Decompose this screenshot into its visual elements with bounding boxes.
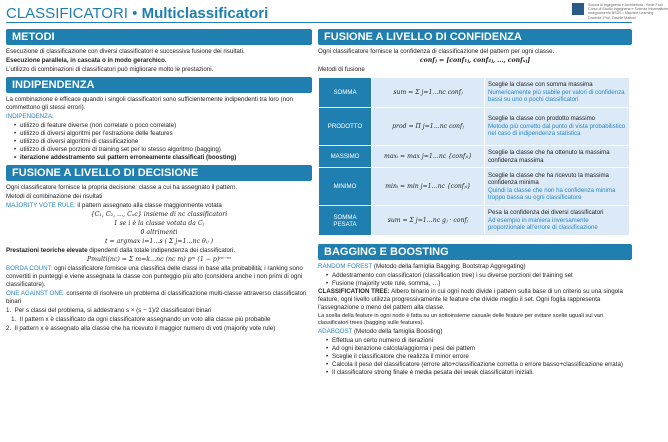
oao-step: 1. Per s classi del problema, si addestrano s × (s − 1)/2 classificatori binari: [6, 307, 212, 314]
oao-text: consente di risolvere un problema di classificazione multi-classe attraverso classificatori binari: [6, 290, 307, 305]
table-row: [319, 146, 630, 168]
formula-classifiers: {C₁, C₂, …, Cₙc} insieme di nc classificatori: [90, 211, 228, 218]
indipendenza-p1: La combinazione è efficace quando i singoli classificatori sono sufficientemente indipendenti tra loro (non commettono gli stessi errori).: [6, 96, 293, 111]
left-column: [6, 26, 312, 334]
method-formula: sum = Σ j=1…nc gⱼ · confⱼ: [372, 206, 485, 236]
list-item: • Ad ogni iterazione calcola/aggiorna i pesi dei pattern: [326, 345, 632, 353]
list-item: • Il classificatore strong finale è media pesata dei weak classificatori iniziali.: [326, 369, 632, 377]
method-note: Metodo più corretto dal punto di vista probabilistico nel caso di indipendenza statistica: [488, 122, 626, 138]
classification-tree-label: CLASSIFICATION TREE:: [318, 288, 390, 295]
list-item: • Effettua un certo numero di iterazioni: [326, 337, 632, 345]
method-formula: minᵢ = min j=1…nc {confⱼᵢ}: [372, 168, 485, 206]
performance-text: dipendenti dalla totale indipendenza dei classificatori.: [87, 247, 236, 254]
title-divider: [6, 22, 632, 23]
random-forest-label: RANDOM FOREST: [318, 263, 373, 270]
method-note: Numericamente più stabile per valori di confidenza bassi su uno o pochi classificatori: [488, 88, 625, 104]
table-row: [319, 78, 630, 108]
majority-vote-text: il pattern assegnato alla classe maggiormente votata: [75, 202, 222, 209]
method-desc-text: Sceglie la classe che ha ricevuto la massima confidenza minima: [488, 171, 609, 187]
method-label: SOMMA PESATA: [319, 206, 372, 236]
adaboost-label: ADABOOST: [318, 328, 353, 335]
oao-step: 1. Il pattern x è classificato da ogni classificatore assegnando un voto alla classe più probabile: [6, 316, 271, 323]
classification-tree-note: La scelta della feature in ogni nodo è fatta su un sottoinsieme casuale delle feature per evitare scelte uguali sui vari classificatori trees (bagging sulle features).: [318, 313, 604, 326]
majority-vote-label: MAJORITY VOTE RULE:: [6, 202, 76, 209]
indipendenza-body: [6, 93, 312, 162]
list-item: • Addestramento con classificatori (classification tree) i su diverse porzioni del training set: [326, 272, 632, 280]
confidenza-p1: Ogni classificatore fornisce la confidenza di classificazione del pattern per ogni classe.: [318, 48, 555, 55]
method-desc: [485, 78, 630, 108]
uni-line: Corso di Studio Ingegneria e Scienze Informatiche: [588, 7, 668, 12]
method-desc: [485, 108, 630, 146]
title-separator: •: [127, 5, 142, 22]
formula-theta-0: 0 altrimenti: [140, 229, 178, 236]
section-header-confidenza: FUSIONE A LIVELLO DI CONFIDENZA: [318, 29, 632, 45]
decisione-p2: Metodi di combinazione dei risultati: [6, 193, 103, 200]
formula-theta-1: 1 se i è la classe votata da Cⱼ: [113, 220, 205, 227]
method-desc-text: Sceglie la classe con somma massima: [488, 81, 593, 89]
formula-conf: confⱼ = [conf₁ⱼ, conf₂ⱼ, …, confₛⱼ]: [419, 57, 531, 64]
method-label: MINIMO: [319, 168, 372, 206]
indipendenza-list: [6, 122, 312, 162]
metodi-p2: Esecuzione parallela, in cascata o in modo gerarchico.: [6, 57, 167, 64]
metodi-body: [6, 45, 312, 74]
confidenza-body: [318, 45, 632, 74]
list-item: • utilizzo di diversi algoritmi di classificazione: [14, 138, 312, 146]
section-header-decisione: FUSIONE A LIVELLO DI DECISIONE: [6, 165, 312, 181]
right-column: [318, 26, 632, 377]
borda-label: BORDA COUNT:: [6, 265, 53, 272]
metodi-p3: L’utilizzo di combinazioni di classificatori può migliorare molto le prestazioni.: [6, 66, 214, 73]
decisione-p1: Ogni classificatore fornisce la propria decisione: classe a cui ha assegnato il pattern.: [6, 184, 238, 191]
section-header-bagging: BAGGING E BOOSTING: [318, 244, 632, 260]
uni-line: Docente: Prof. Davide Maltoni: [588, 15, 636, 20]
list-item: • iterazione addestramento sui pattern erroneamente classificati (boosting): [14, 154, 312, 162]
method-note: Quindi la classe che non ha confidenza minima troppo bassa su ogni classificatore: [488, 186, 616, 201]
oao-label: ONE AGAINST ONE:: [6, 290, 65, 297]
metodi-fusione-label: Metodi di fusione: [318, 66, 365, 73]
table-row: [319, 108, 630, 146]
method-desc: [485, 146, 630, 168]
fusion-methods-table: [318, 77, 630, 236]
university-seal: [572, 3, 584, 15]
table-row: [319, 168, 630, 206]
list-item: • utilizzo di diversi algoritmi per l’estrazione delle features: [14, 130, 312, 138]
method-desc-text: Sceglie la classe che ha ottenuto la massima confidenza massima: [488, 149, 610, 164]
method-formula: sum = Σ j=1…nc confⱼ: [372, 78, 485, 108]
decisione-body: [6, 181, 312, 333]
list-item: • utilizzo di feature diverse (non correlate o poco correlate): [14, 122, 312, 130]
uni-line: Insegnamento BSDS • Machine Learning: [588, 11, 654, 16]
method-desc: [485, 206, 630, 236]
table-row: [319, 206, 630, 236]
formula-pmulti: Pmulti(nc) = Σ m=k…nc (nc m) pᵐ (1 − p)ⁿᶜ⁻ᵐ: [87, 256, 231, 263]
list-item: • Calcola il peso del classificatore (errore alto+classificazione corretta o errore basso+classificazione errata): [326, 361, 632, 369]
university-info: [588, 3, 668, 20]
bagging-body: [318, 260, 632, 377]
method-formula: prod = Π j=1…nc confⱼ: [372, 108, 485, 146]
indipendenza-sub: INDIPENDENZA:: [6, 113, 54, 120]
metodi-p1: Esecuzione di classificazione con diversi classificatori e successiva fusione dei risultati.: [6, 48, 245, 55]
section-header-indipendenza: INDIPENDENZA: [6, 77, 312, 93]
title-plain: CLASSIFICATORI: [6, 5, 128, 22]
performance-label: Prestazioni teoriche elevate: [6, 247, 88, 254]
method-label: MASSIMO: [319, 146, 372, 168]
method-label: PRODOTTO: [319, 108, 372, 146]
oao-step: 2. Il pattern x è assegnato alla classe che ha ricevuto il maggior numero di voti (majority vote rule): [6, 325, 276, 332]
list-item: • utilizzo di diverse porzioni di training set per lo stesso algoritmo (bagging): [14, 146, 312, 154]
title-bold: Multiclassificatori: [141, 5, 269, 22]
method-note: Ad esempio in maniera inversamente proporzionale all’errore di classificazione: [488, 216, 598, 232]
random-forest-text: (Metodo della famiglia Bagging: Bootstrap Aggregating): [372, 263, 526, 270]
uni-line: Scuola di Ingegneria e Architettura - Sede Forlì: [588, 3, 663, 7]
method-desc: [485, 168, 630, 206]
method-formula: maxᵢ = max j=1…nc {confⱼᵢ}: [372, 146, 485, 168]
random-forest-list: [318, 272, 632, 288]
page-title: [6, 5, 268, 22]
borda-text: ogni classificatore fornisce una classifica delle classi in base alla probabilità; i ranking sono convertiti in punteggi e viene assegnata la classe con punteggio più alto (considera anche i non primi di ogni classificatore).: [6, 265, 303, 288]
section-header-metodi: METODI: [6, 29, 312, 45]
method-desc-text: Sceglie la classe con prodotto massimo: [488, 115, 596, 123]
formula-argmax: t = argmax i=1…s ( Σ j=1…nc θᵢⱼ ): [104, 238, 213, 245]
method-desc-text: Pesa la confidenza dei diversi classificatori: [488, 209, 604, 217]
list-item: • Fusione (majority vote rule, somma, …): [326, 280, 632, 288]
adaboost-list: [318, 337, 632, 377]
method-label: SOMMA: [319, 78, 372, 108]
classification-tree-text: Albero binario in cui ogni nodo divide i pattern sulla base di un criterio su una singola feature, ogni livello utilizza progressivamente le feature che divide meglio il set. Ogni foglia rappresenta l’assegnazione o meno del pattern alla classe.: [318, 288, 623, 311]
top-bar: [6, 3, 668, 27]
adaboost-text: (Metodo della famiglia Boosting): [352, 328, 443, 335]
list-item: • Sceglie il classificatore che realizza il minor errore: [326, 353, 632, 361]
